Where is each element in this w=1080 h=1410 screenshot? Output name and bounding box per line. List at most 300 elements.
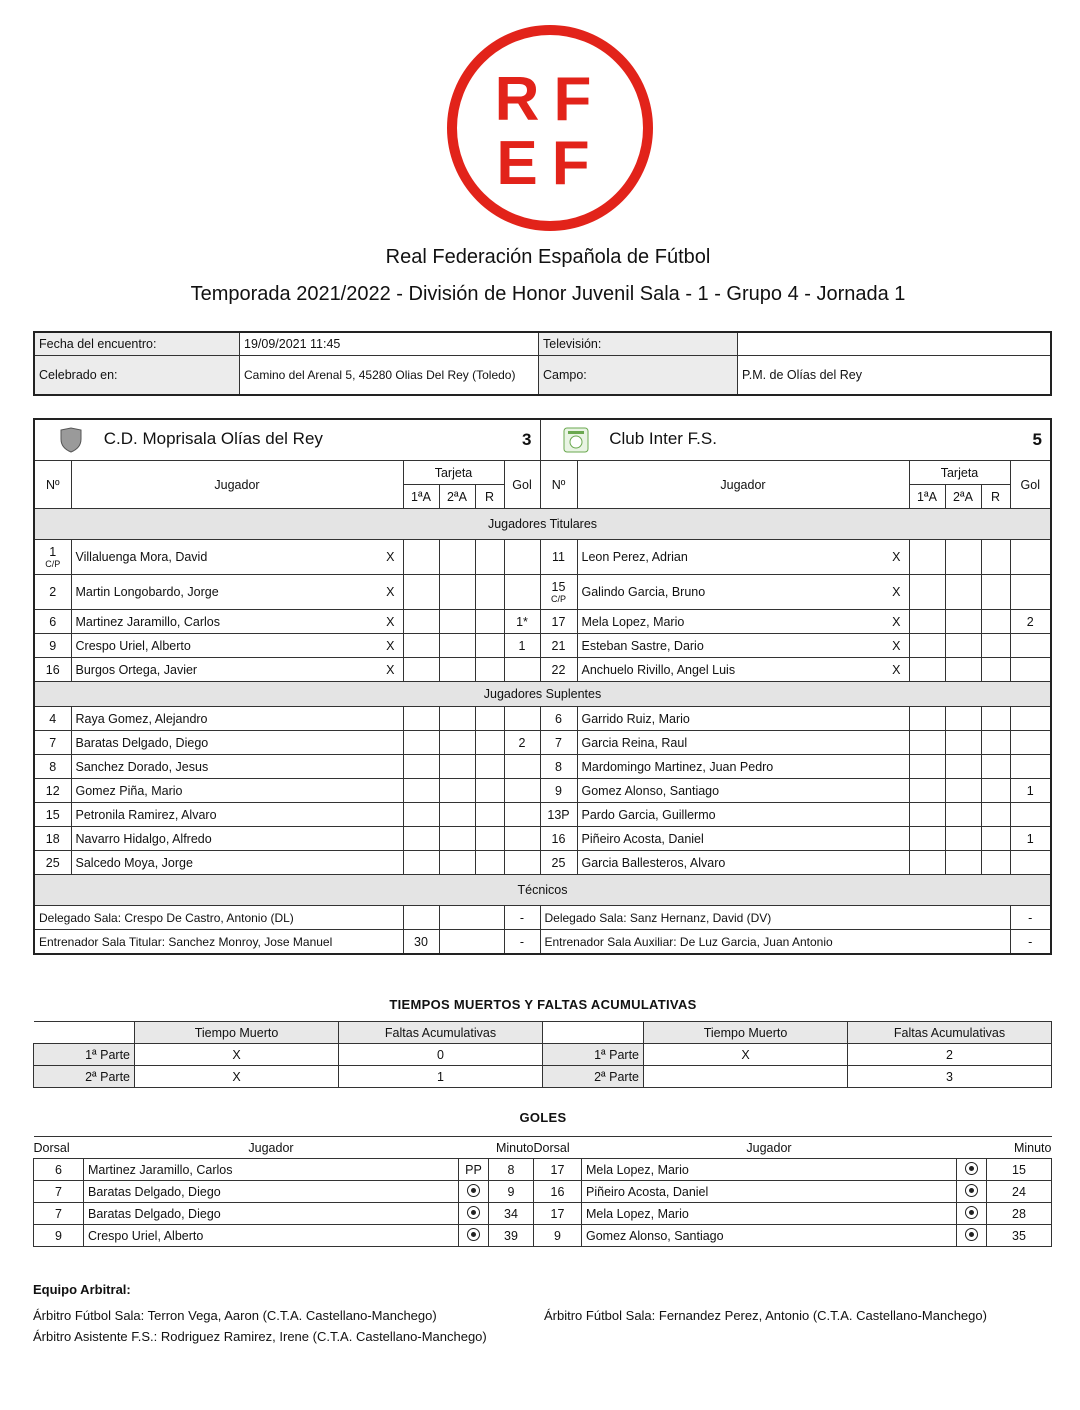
home-goal-minute: 9 <box>489 1181 534 1203</box>
first-yellow <box>909 851 945 875</box>
captain-mark: C/P <box>45 559 61 569</box>
shirt-number: 9 <box>49 638 57 653</box>
staff-goal: - <box>504 930 540 955</box>
red-card <box>475 658 504 682</box>
col-minute: Minuto <box>987 1137 1052 1159</box>
referee-2: Árbitro Fútbol Sala: Fernandez Perez, Antonio (C.T.A. Castellano-Manchego) <box>544 1308 987 1323</box>
goals-scored <box>1010 634 1051 658</box>
second-yellow <box>945 707 981 731</box>
soccer-ball-icon <box>965 1162 978 1175</box>
home-player-name <box>71 610 403 634</box>
logo-line1: RF <box>494 65 606 134</box>
second-yellow <box>439 707 475 731</box>
first-yellow <box>909 731 945 755</box>
red-card <box>475 851 504 875</box>
goals-title: GOLES <box>519 1110 567 1125</box>
away-goal-minute: 35 <box>987 1225 1052 1247</box>
player-row <box>34 658 1051 682</box>
section-staff: Técnicos <box>34 875 1051 906</box>
played-mark: X <box>386 585 395 599</box>
red-card <box>475 779 504 803</box>
captain-mark: C/P <box>550 594 566 604</box>
first-yellow <box>403 731 439 755</box>
away-timeout <box>644 1066 848 1088</box>
col-player: Jugador <box>71 461 403 509</box>
first-yellow <box>403 755 439 779</box>
played-mark: X <box>892 614 901 629</box>
home-fouls: 0 <box>339 1044 543 1066</box>
date-label: Fecha del encuentro: <box>34 332 240 356</box>
soccer-ball-icon <box>467 1184 480 1197</box>
home-goal-minute: 34 <box>489 1203 534 1225</box>
second-yellow <box>439 779 475 803</box>
player-row <box>34 851 1051 875</box>
played-mark: X <box>386 550 395 564</box>
second-yellow <box>945 575 981 610</box>
player-row <box>34 707 1051 731</box>
home-goal-dorsal: 9 <box>34 1225 84 1247</box>
first-yellow <box>403 827 439 851</box>
player-name: Burgos Ortega, Javier <box>75 662 198 677</box>
player-name: Esteban Sastre, Dario <box>581 638 704 653</box>
played-mark: X <box>892 585 901 599</box>
away-player-name: Piñeiro Acosta, Daniel <box>577 827 909 851</box>
first-yellow <box>909 779 945 803</box>
goals-scored <box>504 540 540 575</box>
goals-scored: 1 <box>1010 779 1051 803</box>
col-dorsal: Dorsal <box>34 1137 84 1159</box>
played-mark: X <box>892 550 901 564</box>
soccer-ball-icon <box>467 1228 480 1241</box>
goals-scored <box>504 827 540 851</box>
home-goal-minute: 8 <box>489 1159 534 1181</box>
away-goal-minute: 28 <box>987 1203 1052 1225</box>
away-goal-dorsal: 17 <box>534 1159 582 1181</box>
second-yellow <box>945 540 981 575</box>
home-player-name: Petronila Ramirez, Alvaro <box>71 803 403 827</box>
staff-card <box>403 906 439 930</box>
col-dorsal: Dorsal <box>534 1137 582 1159</box>
logo-line2: EF <box>496 129 604 198</box>
goals-scored: 1* <box>504 610 540 634</box>
away-goal-dorsal: 9 <box>534 1225 582 1247</box>
second-yellow <box>439 851 475 875</box>
home-timeout: X <box>135 1066 339 1088</box>
staff-row <box>34 906 1051 930</box>
col-goal: Gol <box>1010 461 1051 509</box>
played-mark: X <box>892 662 901 677</box>
competition-title: Temporada 2021/2022 - División de Honor Juvenil Sala - 1 - Grupo 4 - Jornada 1 <box>190 283 906 305</box>
goal-row <box>34 1203 1052 1225</box>
player-row <box>34 731 1051 755</box>
red-card <box>981 610 1010 634</box>
col-red: R <box>475 485 504 509</box>
away-player-number: 16 <box>540 827 577 851</box>
red-card <box>981 755 1010 779</box>
home-goal-player: Baratas Delgado, Diego <box>84 1181 459 1203</box>
rfef-logo <box>446 24 654 232</box>
first-yellow <box>909 755 945 779</box>
staff-card: 30 <box>403 930 439 955</box>
red-card <box>475 731 504 755</box>
away-team <box>540 419 1010 461</box>
second-yellow <box>945 779 981 803</box>
date-value: 19/09/2021 11:45 <box>240 332 539 356</box>
away-player-name <box>577 575 909 610</box>
second-yellow <box>439 540 475 575</box>
first-yellow <box>403 803 439 827</box>
second-yellow <box>945 731 981 755</box>
red-card <box>475 755 504 779</box>
home-team-name: C.D. Moprisala Olías del Rey <box>103 429 323 449</box>
goal-type <box>957 1181 987 1203</box>
home-goal-minute: 39 <box>489 1225 534 1247</box>
first-yellow <box>403 658 439 682</box>
tv-label: Televisión: <box>539 332 738 356</box>
home-player-name: Raya Gomez, Alejandro <box>71 707 403 731</box>
home-player-name <box>71 658 403 682</box>
red-card <box>475 707 504 731</box>
away-staff: Delegado Sala: Sanz Hernanz, David (DV) <box>540 906 1010 930</box>
away-player-number: 13P <box>540 803 577 827</box>
away-goal-player: Mela Lopez, Mario <box>582 1159 957 1181</box>
away-player-name: Garrido Ruiz, Mario <box>577 707 909 731</box>
first-yellow <box>909 707 945 731</box>
red-card <box>981 634 1010 658</box>
home-player-number <box>34 575 71 610</box>
home-player-number <box>34 634 71 658</box>
goals-scored <box>504 779 540 803</box>
club-crest-icon <box>563 427 589 453</box>
away-fouls: 3 <box>848 1066 1052 1088</box>
goal-type <box>459 1203 489 1225</box>
home-timeout: X <box>135 1044 339 1066</box>
player-row <box>34 634 1051 658</box>
home-goal-dorsal: 7 <box>34 1203 84 1225</box>
half-label: 1ª Parte <box>543 1044 644 1066</box>
away-player-number: 6 <box>540 707 577 731</box>
goal-type <box>957 1159 987 1181</box>
goal-row <box>34 1225 1052 1247</box>
staff-row <box>34 930 1051 955</box>
home-player-name: Navarro Hidalgo, Alfredo <box>71 827 403 851</box>
col-second-yellow: 2ªA <box>945 485 981 509</box>
match-info-table <box>33 331 1052 396</box>
red-card <box>981 803 1010 827</box>
goals-scored <box>1010 658 1051 682</box>
col-second-yellow: 2ªA <box>439 485 475 509</box>
away-staff: Entrenador Sala Auxiliar: De Luz Garcia, Juan Antonio <box>540 930 1010 955</box>
home-score: 3 <box>504 419 540 461</box>
timeouts-title: TIEMPOS MUERTOS Y FALTAS ACUMULATIVAS <box>389 997 697 1012</box>
field-label: Campo: <box>539 356 738 396</box>
second-yellow <box>439 610 475 634</box>
home-player-number: 18 <box>34 827 71 851</box>
home-player-number: 8 <box>34 755 71 779</box>
away-player-number: 25 <box>540 851 577 875</box>
first-yellow <box>909 540 945 575</box>
goals-scored <box>504 575 540 610</box>
away-player-number: 9 <box>540 779 577 803</box>
away-player-number <box>540 540 577 575</box>
staff-goal: - <box>1010 906 1051 930</box>
col-fouls: Faltas Acumulativas <box>339 1022 543 1044</box>
red-card <box>981 779 1010 803</box>
col-timeout: Tiempo Muerto <box>135 1022 339 1044</box>
away-goal-player: Mela Lopez, Mario <box>582 1203 957 1225</box>
goal-type <box>957 1225 987 1247</box>
red-card <box>475 610 504 634</box>
col-first-yellow: 1ªA <box>403 485 439 509</box>
second-yellow <box>439 803 475 827</box>
first-yellow <box>909 827 945 851</box>
player-row <box>34 803 1051 827</box>
second-yellow <box>439 755 475 779</box>
away-player-number: 8 <box>540 755 577 779</box>
player-name: Leon Perez, Adrian <box>581 550 688 564</box>
col-goal: Gol <box>504 461 540 509</box>
home-goal-dorsal: 6 <box>34 1159 84 1181</box>
home-player-number <box>34 540 71 575</box>
player-row <box>34 755 1051 779</box>
shirt-number: 15 <box>551 580 566 594</box>
goal-row <box>34 1181 1052 1203</box>
goals-scored <box>504 803 540 827</box>
col-fouls: Faltas Acumulativas <box>848 1022 1052 1044</box>
first-yellow <box>909 575 945 610</box>
second-yellow <box>945 634 981 658</box>
section-subs: Jugadores Suplentes <box>34 682 1051 707</box>
home-player-number: 12 <box>34 779 71 803</box>
shirt-number: 1 <box>49 545 57 559</box>
player-name: Crespo Uriel, Alberto <box>75 638 191 653</box>
away-player-number <box>540 634 577 658</box>
second-yellow <box>945 851 981 875</box>
second-yellow <box>439 731 475 755</box>
away-goal-dorsal: 16 <box>534 1181 582 1203</box>
red-card <box>981 658 1010 682</box>
away-player-name: Garcia Ballesteros, Alvaro <box>577 851 909 875</box>
goals-scored <box>1010 755 1051 779</box>
col-first-yellow: 1ªA <box>909 485 945 509</box>
goal-type: PP <box>459 1159 489 1181</box>
home-player-name <box>71 575 403 610</box>
away-player-name <box>577 610 909 634</box>
played-mark: X <box>386 638 395 653</box>
col-num: Nº <box>34 461 71 509</box>
shirt-number: 16 <box>45 662 60 677</box>
soccer-ball-icon <box>965 1228 978 1241</box>
col-player: Jugador <box>84 1137 459 1159</box>
goals-scored <box>1010 803 1051 827</box>
timeouts-table <box>33 1021 1052 1088</box>
away-player-name: Gomez Alonso, Santiago <box>577 779 909 803</box>
first-yellow <box>403 540 439 575</box>
goal-type <box>459 1181 489 1203</box>
home-player-name: Salcedo Moya, Jorge <box>71 851 403 875</box>
red-card <box>475 634 504 658</box>
played-mark: X <box>386 662 395 677</box>
away-player-name: Mardomingo Martinez, Juan Pedro <box>577 755 909 779</box>
goals-scored <box>1010 851 1051 875</box>
home-player-name: Baratas Delgado, Diego <box>71 731 403 755</box>
away-goal-minute: 24 <box>987 1181 1052 1203</box>
col-card: Tarjeta <box>909 461 1010 485</box>
away-timeout: X <box>644 1044 848 1066</box>
col-player: Jugador <box>577 461 909 509</box>
red-card <box>475 803 504 827</box>
home-player-number <box>34 610 71 634</box>
played-mark: X <box>386 614 395 629</box>
home-goal-player: Baratas Delgado, Diego <box>84 1203 459 1225</box>
first-yellow <box>403 779 439 803</box>
shirt-number: 21 <box>551 638 566 653</box>
away-team-name: Club Inter F.S. <box>609 429 717 449</box>
away-player-number <box>540 575 577 610</box>
assistant-referee: Árbitro Asistente F.S.: Rodriguez Ramirez, Irene (C.T.A. Castellano-Manchego) <box>33 1329 487 1344</box>
home-goal-dorsal: 7 <box>34 1181 84 1203</box>
red-card <box>981 731 1010 755</box>
red-card <box>981 707 1010 731</box>
away-player-name <box>577 634 909 658</box>
second-yellow <box>945 755 981 779</box>
half-label: 2ª Parte <box>543 1066 644 1088</box>
played-mark: X <box>892 638 901 653</box>
home-staff: Entrenador Sala Titular: Sanchez Monroy, Jose Manuel <box>34 930 403 955</box>
col-player: Jugador <box>582 1137 957 1159</box>
timeout-row <box>34 1044 1052 1066</box>
player-row <box>34 827 1051 851</box>
away-goal-player: Piñeiro Acosta, Daniel <box>582 1181 957 1203</box>
timeout-row <box>34 1066 1052 1088</box>
soccer-ball-icon <box>965 1206 978 1219</box>
player-name: Anchuelo Rivillo, Angel Luis <box>581 662 736 677</box>
first-yellow <box>909 803 945 827</box>
away-fouls: 2 <box>848 1044 1052 1066</box>
staff-empty <box>439 930 504 955</box>
away-goal-player: Gomez Alonso, Santiago <box>582 1225 957 1247</box>
home-fouls: 1 <box>339 1066 543 1088</box>
home-goal-player: Crespo Uriel, Alberto <box>84 1225 459 1247</box>
second-yellow <box>945 658 981 682</box>
home-player-number: 7 <box>34 731 71 755</box>
first-yellow <box>403 575 439 610</box>
soccer-ball-icon <box>965 1184 978 1197</box>
red-card <box>981 827 1010 851</box>
home-player-number: 15 <box>34 803 71 827</box>
staff-empty <box>439 906 504 930</box>
soccer-ball-icon <box>467 1206 480 1219</box>
place-label: Celebrado en: <box>34 356 240 396</box>
home-player-name: Sanchez Dorado, Jesus <box>71 755 403 779</box>
place-value: Camino del Arenal 5, 45280 Olias Del Rey (Toledo) <box>240 356 539 396</box>
goals-scored <box>504 707 540 731</box>
away-score: 5 <box>1010 419 1051 461</box>
shirt-number: 17 <box>551 614 566 629</box>
second-yellow <box>439 575 475 610</box>
red-card <box>981 540 1010 575</box>
goals-scored <box>1010 540 1051 575</box>
first-yellow <box>403 851 439 875</box>
second-yellow <box>439 827 475 851</box>
away-player-number <box>540 658 577 682</box>
home-player-name <box>71 634 403 658</box>
home-player-number: 4 <box>34 707 71 731</box>
staff-goal: - <box>1010 930 1051 955</box>
home-goal-player: Martinez Jaramillo, Carlos <box>84 1159 459 1181</box>
tv-value <box>738 332 1052 356</box>
staff-goal: - <box>504 906 540 930</box>
second-yellow <box>439 658 475 682</box>
goals-scored: 2 <box>1010 610 1051 634</box>
goals-scored <box>504 851 540 875</box>
player-row <box>34 779 1051 803</box>
goal-row <box>34 1159 1052 1181</box>
goals-scored <box>1010 575 1051 610</box>
half-label: 1ª Parte <box>34 1044 135 1066</box>
second-yellow <box>439 634 475 658</box>
goal-type <box>459 1225 489 1247</box>
goals-scored <box>1010 731 1051 755</box>
player-name: Galindo Garcia, Bruno <box>581 585 706 599</box>
away-player-name: Garcia Reina, Raul <box>577 731 909 755</box>
lineup-table <box>33 418 1052 955</box>
shirt-number: 11 <box>552 550 565 564</box>
shirt-number: 6 <box>49 614 57 629</box>
player-row <box>34 610 1051 634</box>
red-card <box>475 827 504 851</box>
col-timeout: Tiempo Muerto <box>644 1022 848 1044</box>
first-yellow <box>909 634 945 658</box>
away-goal-dorsal: 17 <box>534 1203 582 1225</box>
second-yellow <box>945 803 981 827</box>
player-name: Martin Longobardo, Jorge <box>75 585 219 599</box>
goals-scored: 2 <box>504 731 540 755</box>
referee-1: Árbitro Fútbol Sala: Terron Vega, Aaron (C.T.A. Castellano-Manchego) <box>33 1308 437 1323</box>
home-team <box>34 419 504 461</box>
half-label: 2ª Parte <box>34 1066 135 1088</box>
home-player-name <box>71 540 403 575</box>
referees-title: Equipo Arbitral: <box>33 1282 131 1297</box>
shirt-number: 2 <box>49 585 57 599</box>
second-yellow <box>945 827 981 851</box>
col-num: Nº <box>540 461 577 509</box>
field-value: P.M. de Olías del Rey <box>738 356 1052 396</box>
home-player-name: Gomez Piña, Mario <box>71 779 403 803</box>
away-player-name <box>577 658 909 682</box>
second-yellow <box>945 610 981 634</box>
away-player-number <box>540 610 577 634</box>
goals-scored: 1 <box>504 634 540 658</box>
first-yellow <box>909 610 945 634</box>
player-name: Martinez Jaramillo, Carlos <box>75 614 220 629</box>
player-name: Mela Lopez, Mario <box>581 614 685 629</box>
away-player-name: Pardo Garcia, Guillermo <box>577 803 909 827</box>
col-red: R <box>981 485 1010 509</box>
shield-icon <box>59 427 83 453</box>
player-name: Villaluenga Mora, David <box>75 550 208 564</box>
red-card <box>475 540 504 575</box>
red-card <box>981 575 1010 610</box>
goal-type <box>957 1203 987 1225</box>
first-yellow <box>403 707 439 731</box>
home-player-number: 25 <box>34 851 71 875</box>
goals-scored <box>504 658 540 682</box>
goals-scored <box>1010 707 1051 731</box>
col-minute: Minuto <box>489 1137 534 1159</box>
first-yellow <box>909 658 945 682</box>
col-card: Tarjeta <box>403 461 504 485</box>
